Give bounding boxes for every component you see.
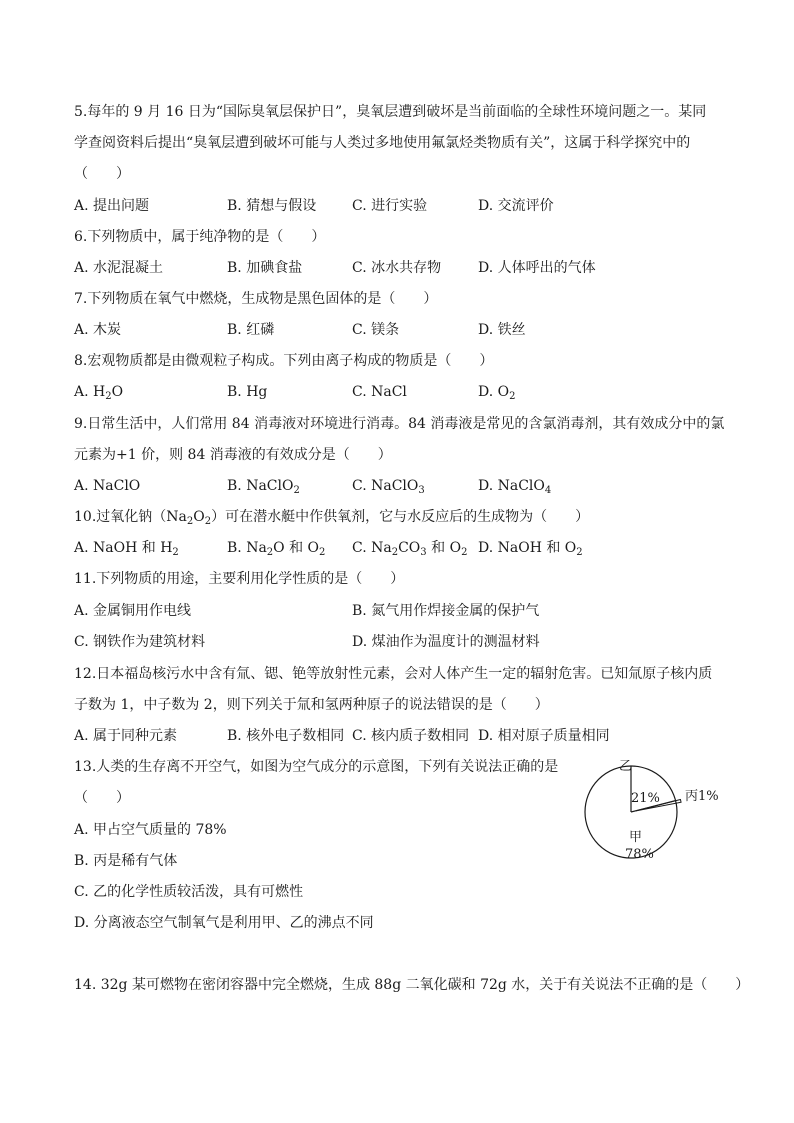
q7-option-d: D. 铁丝 — [478, 322, 526, 338]
q13-option-a: A. 甲占空气质量的 78% — [74, 822, 227, 838]
q10-option-d: D. NaOH 和 $O_2$ — [478, 540, 583, 558]
q6-stem: 6.下列物质中，属于纯净物的是（ ） — [74, 229, 326, 245]
q13-option-b: B. 丙是稀有气体 — [74, 853, 178, 869]
q5-stem-line2: 学查阅资料后提出“臭氧层遭到破坏可能与人类过多地使用氟氯烃类物质有关”，这属于科学探究中的 — [74, 135, 691, 151]
q5-option-c: C. 进行实验 — [352, 198, 428, 214]
pie-label-yi-value: 21% — [631, 791, 660, 806]
pie-label-bing: 丙1% — [685, 789, 719, 804]
q5-stem-line3: （ ） — [74, 166, 130, 182]
q12-stem-line2: 子数为 1，中子数为 2，则下列关于氚和氢两种原子的说法错误的是（ ） — [74, 697, 549, 713]
q10-option-a: A. NaOH 和 $H_2$ — [74, 540, 179, 558]
q5-option-b: B. 猜想与假设 — [227, 198, 317, 214]
q12-option-c: C. 核内质子数相同 — [352, 728, 470, 744]
q10-option-c: C. $Na_2CO_3$ 和 $O_2$ — [352, 540, 468, 558]
q5-option-d: D. 交流评价 — [478, 198, 554, 214]
q5-stem-line1: 5.每年的 9 月 16 日为“国际臭氧层保护日”，臭氧层遭到破坏是当前面临的全球性环境问题之一。某同 — [74, 104, 707, 120]
q12-option-d: D. 相对原子质量相同 — [478, 728, 610, 744]
q7-option-a: A. 木炭 — [74, 322, 122, 338]
q11-option-b: B. 氮气用作焊接金属的保护气 — [352, 603, 540, 619]
q12-option-b: B. 核外电子数相同 — [227, 728, 345, 744]
q9-option-b: B. NaClO$_2$ — [227, 478, 300, 496]
q9-stem-line2: 元素为+1 价，则 84 消毒液的有效成分是（ ） — [74, 447, 392, 463]
q13-stem-line1: 13.人类的生存离不开空气，如图为空气成分的示意图，下列有关说法正确的是 — [74, 759, 559, 775]
q13-stem-line2: （ ） — [74, 790, 130, 806]
q8-option-c: C. NaCl — [352, 384, 407, 400]
q11-stem: 11.下列物质的用途，主要利用化学性质的是（ ） — [74, 571, 405, 587]
q5-option-a: A. 提出问题 — [74, 198, 150, 214]
q10-option-b: B. $Na_2O$ 和 $O_2$ — [227, 540, 326, 558]
q11-option-c: C. 钢铁作为建筑材料 — [74, 634, 206, 650]
q13-option-c: C. 乙的化学性质较活泼，具有可燃性 — [74, 884, 304, 900]
q6-option-d: D. 人体呼出的气体 — [478, 260, 596, 276]
q9-option-d: D. NaClO$_4$ — [478, 478, 552, 496]
q8-option-a: A. $H_2O$ — [74, 384, 124, 402]
q9-stem-line1: 9.日常生活中，人们常用 84 消毒液对环境进行消毒。84 消毒液是常见的含氯消毒剂，其有效成分中的氯 — [74, 416, 725, 432]
q9-option-c: C. NaClO$_3$ — [352, 478, 425, 496]
q6-option-a: A. 水泥混凝土 — [74, 260, 164, 276]
q8-stem: 8.宏观物质都是由微观粒子构成。下列由离子构成的物质是（ ） — [74, 353, 494, 369]
pie-label-jia-value: 78% — [625, 847, 654, 862]
pie-label-jia-name: 甲 — [629, 830, 643, 845]
q11-option-a: A. 金属铜用作电线 — [74, 603, 192, 619]
q13-option-d: D. 分离液态空气制氧气是利用甲、乙的沸点不同 — [74, 915, 374, 931]
q7-option-b: B. 红磷 — [227, 322, 275, 338]
q7-option-c: C. 镁条 — [352, 322, 400, 338]
q12-stem-line1: 12.日本福岛核污水中含有氚、锶、铯等放射性元素，会对人体产生一定的辐射危害。已知氚原子核内质 — [74, 666, 713, 682]
q7-stem: 7.下列物质在氧气中燃烧，生成物是黑色固体的是（ ） — [74, 291, 438, 307]
q11-option-d: D. 煤油作为温度计的测温材料 — [352, 634, 540, 650]
q8-option-d: D. $O_2$ — [478, 384, 516, 402]
q14-stem: 14. 32g 某可燃物在密闭容器中完全燃烧，生成 88g 二氧化碳和 72g 水，关于有关说法不正确的是（ ） — [74, 977, 750, 993]
q12-option-a: A. 属于同种元素 — [74, 728, 178, 744]
q6-option-c: C. 冰水共存物 — [352, 260, 442, 276]
air-composition-pie-chart — [581, 760, 731, 872]
q8-option-b: B. Hg — [227, 384, 268, 400]
pie-label-yi-name: 乙 — [619, 760, 633, 774]
q9-option-a: A. NaClO — [74, 478, 141, 494]
q10-stem: 10.过氧化钠$(Na_2O_2)$可在潜水艇中作供氧剂，它与水反应后的生成物为（ ） — [74, 509, 590, 527]
q6-option-b: B. 加碘食盐 — [227, 260, 303, 276]
